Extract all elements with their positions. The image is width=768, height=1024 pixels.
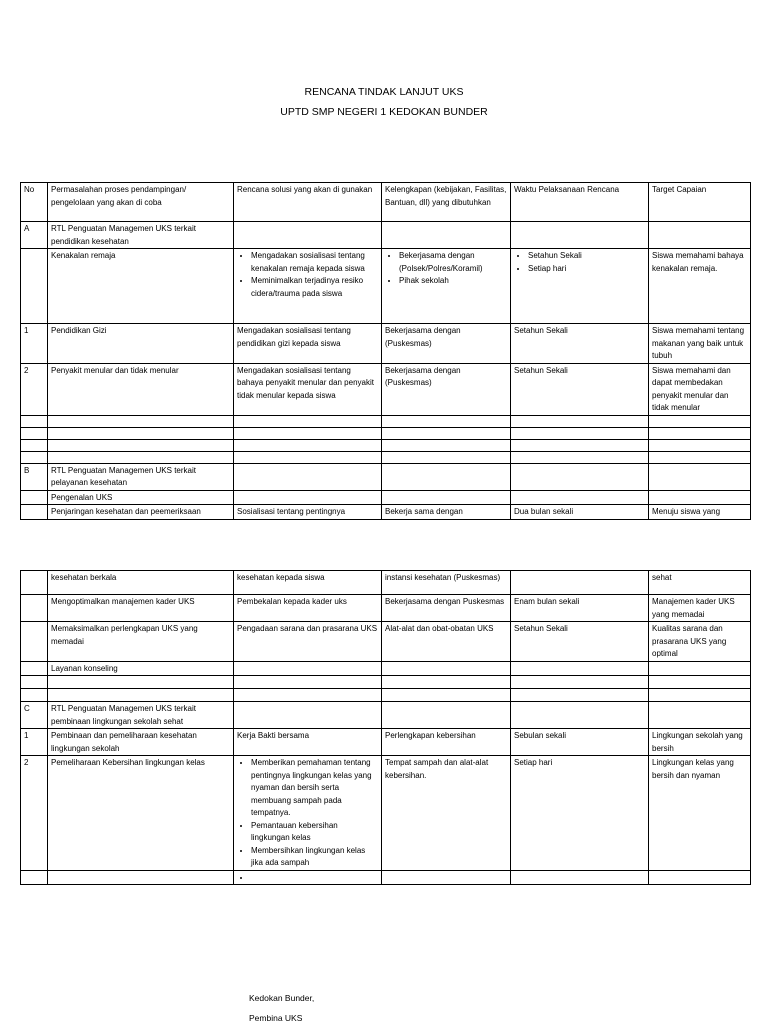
header-solution: Rencana solusi yang akan di gunakan [234, 183, 382, 222]
table-header-row [21, 183, 751, 222]
row-problem: kesehatan berkala [48, 571, 234, 595]
empty-bullet [251, 872, 378, 885]
row-resources: Bekerjasama dengan Puskesmas [382, 595, 511, 622]
header-problem: Permasalahan proses pendampingan/ pengelolaan yang akan di coba [48, 183, 234, 222]
table-row [21, 363, 751, 415]
list-item: • Meminimalkan terjadinya resiko cidera/trauma pada siswa [251, 275, 378, 300]
row-number: 2 [21, 363, 48, 415]
row-target: Siswa memahami tentang makanan yang baik untuk tubuh [649, 324, 751, 364]
row-target: Manajemen kader UKS yang memadai [649, 595, 751, 622]
row-time: Setahun Sekali [511, 324, 649, 364]
list-item: • Membersihkan lingkungan kelas jika ada sampah [251, 845, 378, 870]
row-time: Setahun Sekali [511, 363, 649, 415]
empty-row [21, 415, 751, 427]
row-number: C [21, 702, 48, 729]
table-row [21, 463, 751, 490]
table-row [21, 505, 751, 520]
row-time [511, 249, 649, 324]
row-resources: instansi kesehatan (Puskesmas) [382, 571, 511, 595]
table-row [21, 249, 751, 324]
row-target: sehat [649, 571, 751, 595]
row-problem: RTL Penguatan Managemen UKS terkait pendidikan kesehatan [48, 222, 234, 249]
table-row [21, 702, 751, 729]
table-row [21, 729, 751, 756]
table-row [21, 595, 751, 622]
row-resources: Bekerja sama dengan [382, 505, 511, 520]
row-problem: Pengenalan UKS [48, 490, 234, 505]
row-resources: Alat-alat dan obat-obatan UKS [382, 622, 511, 662]
row-time: Setiap hari [511, 756, 649, 871]
row-target: Menuju siswa yang [649, 505, 751, 520]
header-no: No [21, 183, 48, 222]
header-time: Waktu Pelaksanaan Rencana [511, 183, 649, 222]
row-resources: Bekerjasama dengan (Puskesmas) [382, 363, 511, 415]
row-resources: Tempat sampah dan alat-alat kebersihan. [382, 756, 511, 871]
list-item: • Setahun Sekali [528, 250, 645, 263]
row-number: A [21, 222, 48, 249]
list-item: • Setiap hari [528, 263, 645, 276]
empty-row [21, 676, 751, 689]
list-item: • Bekerjasama dengan (Polsek/Polres/Koramil) [399, 250, 507, 275]
row-solution: Sosialisasi tentang pentingnya [234, 505, 382, 520]
row-time: Setahun Sekali [511, 622, 649, 662]
row-problem: Pemeliharaan Kebersihan lingkungan kelas [48, 756, 234, 871]
row-problem: Mengoptimalkan manajemen kader UKS [48, 595, 234, 622]
row-resources [382, 249, 511, 324]
document-title: RENCANA TINDAK LANJUT UKS [304, 86, 464, 98]
empty-row [21, 451, 751, 463]
row-problem: Penyakit menular dan tidak menular [48, 363, 234, 415]
table-row [21, 756, 751, 871]
signature-role: Pembina UKS [249, 1013, 303, 1023]
row-problem: RTL Penguatan Managemen UKS terkait pembinaan lingkungan sekolah sehat [48, 702, 234, 729]
row-problem: Pendidikan Gizi [48, 324, 234, 364]
row-target: Lingkungan sekolah yang bersih [649, 729, 751, 756]
empty-row [21, 870, 751, 885]
rtl-table-part-2 [20, 570, 751, 885]
row-problem: RTL Penguatan Managemen UKS terkait pelayanan kesehatan [48, 463, 234, 490]
row-solution: Mengadakan sosialisasi tentang pendidikan gizi kepada siswa [234, 324, 382, 364]
row-problem: Kenakalan remaja [48, 249, 234, 324]
row-solution: kesehatan kepada siswa [234, 571, 382, 595]
table-row [21, 490, 751, 505]
row-solution: Pengadaan sarana dan prasarana UKS [234, 622, 382, 662]
row-problem: Penjaringan kesehatan dan peemeriksaan [48, 505, 234, 520]
document-subtitle: UPTD SMP NEGERI 1 KEDOKAN BUNDER [280, 106, 488, 118]
row-target: Siswa memahami dan dapat membedakan penyakit menular dan tidak menular [649, 363, 751, 415]
row-solution [234, 249, 382, 324]
table-row [21, 571, 751, 595]
empty-row [21, 439, 751, 451]
empty-row [21, 427, 751, 439]
row-problem: Pembinaan dan pemeliharaan kesehatan lingkungan sekolah [48, 729, 234, 756]
row-number: 1 [21, 324, 48, 364]
table-row [21, 622, 751, 662]
header-resources: Kelengkapan (kebijakan, Fasilitas, Bantuan, dll) yang dibutuhkan [382, 183, 511, 222]
row-problem: Layanan konseling [48, 661, 234, 676]
row-target: Siswa memahami bahaya kenakalan remaja. [649, 249, 751, 324]
header-target: Target Capaian [649, 183, 751, 222]
list-item: • Memberikan pemahaman tentang pentingnya lingkungan kelas yang nyaman dan bersih serta membuang sampah pada tempatnya. [251, 757, 378, 820]
row-solution [234, 756, 382, 871]
row-target: Kualitas sarana dan prasarana UKS yang optimal [649, 622, 751, 662]
row-solution: Kerja Bakti bersama [234, 729, 382, 756]
row-number: B [21, 463, 48, 490]
table-row [21, 661, 751, 676]
list-item: • Pihak sekolah [399, 275, 507, 288]
row-solution: Pembekalan kepada kader uks [234, 595, 382, 622]
signature-place: Kedokan Bunder, [249, 993, 315, 1003]
row-time: Dua bulan sekali [511, 505, 649, 520]
row-number: 2 [21, 756, 48, 871]
row-solution: Mengadakan sosialisasi tentang bahaya penyakit menular dan penyakit tidak menular kepada siswa [234, 363, 382, 415]
row-problem: Memaksimalkan perlengkapan UKS yang memadai [48, 622, 234, 662]
row-resources: Perlengkapan kebersihan [382, 729, 511, 756]
table-row [21, 222, 751, 249]
list-item: • Mengadakan sosialisasi tentang kenakalan remaja kepada siswa [251, 250, 378, 275]
rtl-table-part-1 [20, 182, 751, 520]
table-row [21, 324, 751, 364]
row-time: Sebulan sekali [511, 729, 649, 756]
row-number: 1 [21, 729, 48, 756]
empty-row [21, 689, 751, 702]
row-time: Enam bulan sekali [511, 595, 649, 622]
list-item: • Pemantauan kebersihan lingkungan kelas [251, 820, 378, 845]
row-resources: Bekerjasama dengan (Puskesmas) [382, 324, 511, 364]
row-target: Lingkungan kelas yang bersih dan nyaman [649, 756, 751, 871]
